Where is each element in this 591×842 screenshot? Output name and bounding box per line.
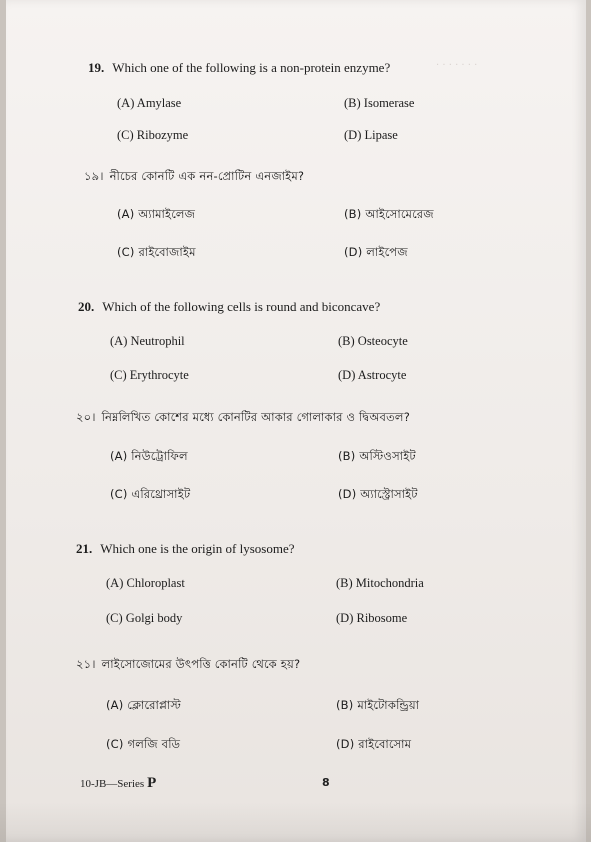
option-d: (D) Lipase xyxy=(344,128,398,142)
question-text: Which one of the following is a non-protein enzyme? xyxy=(112,60,391,75)
page-shadow xyxy=(0,802,591,842)
option-c: (C) Golgi body xyxy=(106,611,183,625)
option-c-bengali: (C) রাইবোজাইম xyxy=(117,245,196,259)
question-number: 21. xyxy=(76,541,93,556)
question-text: Which of the following cells is round and biconcave? xyxy=(102,299,381,314)
question-text-bengali: নিম্নলিখিত কোশের মধ্যে কোনটির আকার গোলাকার ও দ্বিঅবতল? xyxy=(101,410,410,424)
paper-code: 10-JB—Series xyxy=(80,778,145,790)
question-21-bengali xyxy=(76,656,300,675)
question-text: Which one is the origin of lysosome? xyxy=(100,541,295,556)
series-letter: P xyxy=(147,775,157,791)
option-b-bengali: (B) অস্টিওসাইট xyxy=(338,449,416,463)
option-a: (A) Chloroplast xyxy=(106,576,185,590)
bleed-through: · · · · · · · xyxy=(436,60,478,71)
option-c: (C) Erythrocyte xyxy=(110,368,189,382)
option-d: (D) Ribosome xyxy=(336,611,408,625)
question-number: 19. xyxy=(88,60,105,75)
option-c-bengali: (C) গলজি বডি xyxy=(106,737,181,751)
option-a-bengali: (A) নিউট্রোফিল xyxy=(110,449,188,463)
option-b: (B) Osteocyte xyxy=(338,334,408,348)
option-c: (C) Ribozyme xyxy=(117,128,189,142)
option-a-bengali: (A) অ্যামাইলেজ xyxy=(117,207,196,221)
question-19-bengali xyxy=(84,168,304,187)
question-number-bengali: ২০। xyxy=(76,410,96,424)
question-20 xyxy=(78,299,380,315)
option-a: (A) Neutrophil xyxy=(110,334,185,348)
option-a-bengali: (A) ক্লোরোপ্লাস্ট xyxy=(106,698,182,712)
question-number: 20. xyxy=(78,299,95,314)
question-number-bengali: ২১। xyxy=(76,657,96,671)
option-b-bengali: (B) মাইটোকন্ড্রিয়া xyxy=(336,698,420,712)
option-b: (B) Isomerase xyxy=(344,96,415,110)
option-d-bengali: (D) রাইবোসোম xyxy=(336,737,412,751)
question-19 xyxy=(88,60,390,76)
question-20-bengali xyxy=(76,409,410,428)
question-text-bengali: নীচের কোনটি এক নন-প্রোটিন এনজাইম? xyxy=(109,169,305,183)
question-text-bengali: লাইসোজোমের উৎপত্তি কোনটি থেকে হয়? xyxy=(101,657,301,671)
option-a: (A) Amylase xyxy=(117,96,182,110)
page-number: 8 xyxy=(322,776,330,789)
footer-series xyxy=(80,775,156,792)
option-c-bengali: (C) এরিথ্রোসাইট xyxy=(110,487,191,501)
option-b-bengali: (B) আইসোমেরেজ xyxy=(344,207,434,221)
option-d-bengali: (D) অ্যাস্ট্রোসাইট xyxy=(338,487,418,501)
option-b: (B) Mitochondria xyxy=(336,576,424,590)
option-d: (D) Astrocyte xyxy=(338,368,407,382)
question-21 xyxy=(76,541,295,557)
exam-page xyxy=(6,0,586,842)
option-d-bengali: (D) লাইপেজ xyxy=(344,245,408,259)
question-number-bengali: ১৯। xyxy=(84,169,104,183)
